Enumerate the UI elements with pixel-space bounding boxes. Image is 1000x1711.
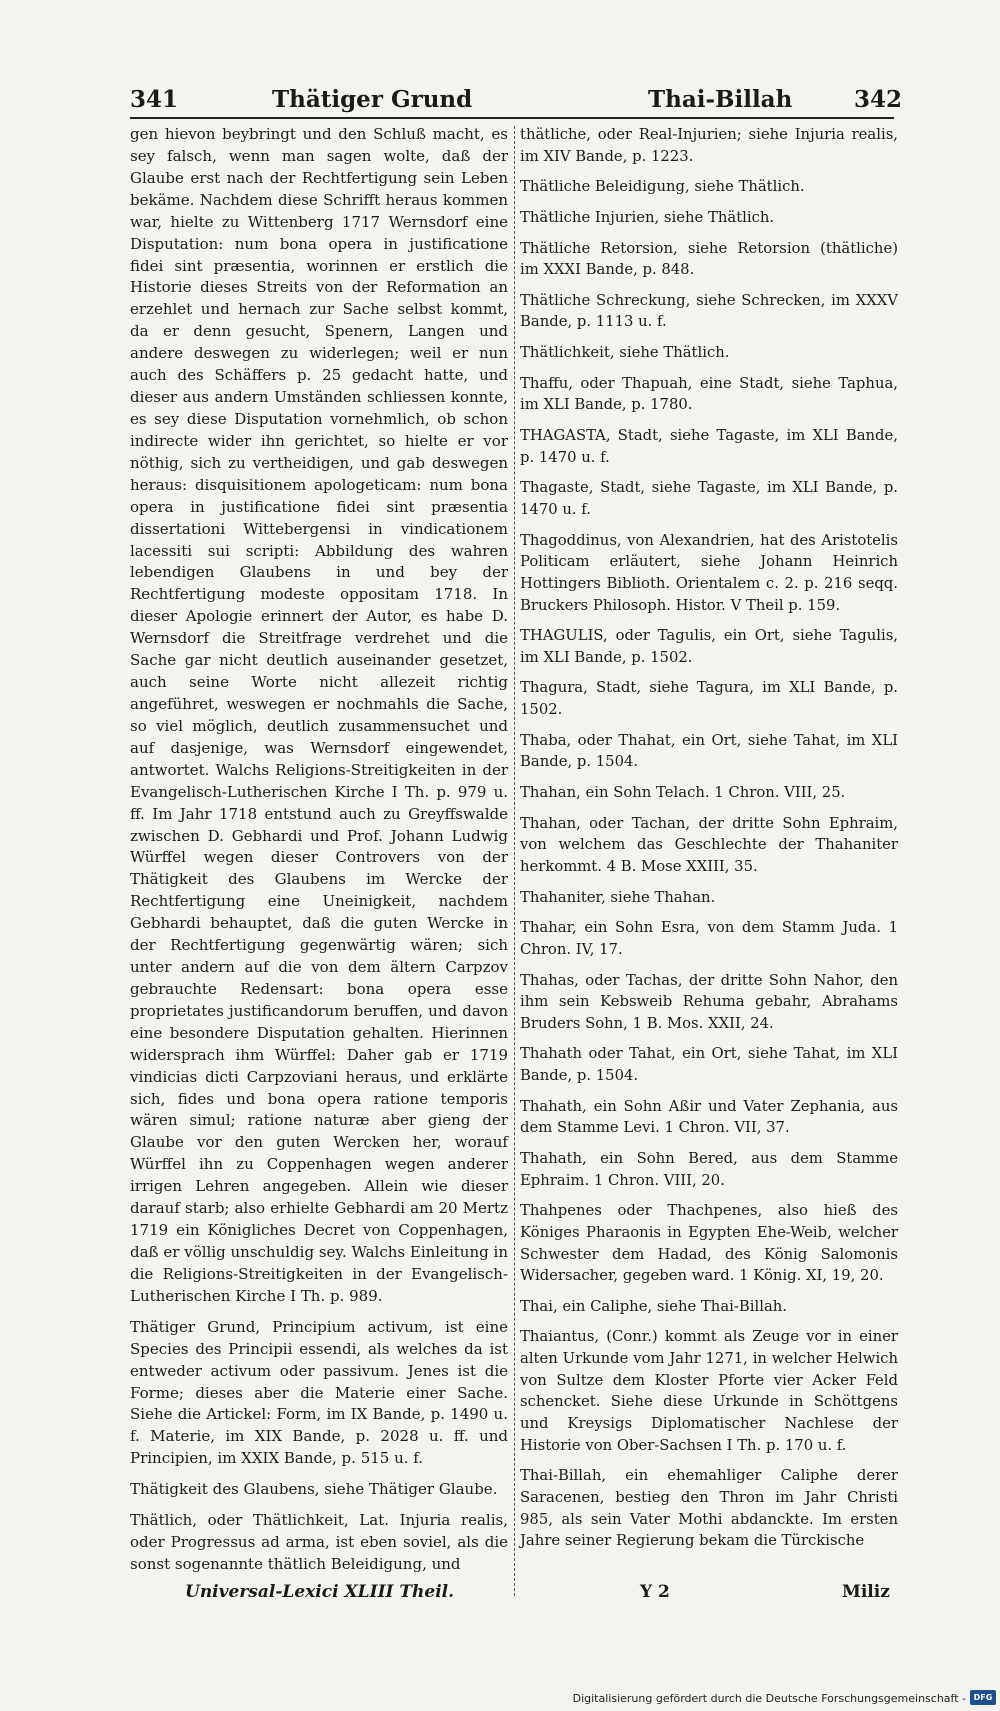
right-entry: Thai, ein Caliphe, siehe Thai-Billah. — [520, 1297, 788, 1315]
catchword: Miliz — [842, 1582, 890, 1602]
column-divider — [514, 126, 516, 1596]
right-entry: Thahath, ein Sohn Bered, aus dem Stamme Ephraim. 1 Chron. VIII, 20. — [520, 1149, 898, 1189]
left-column — [130, 124, 508, 1576]
left-entry: Thätigkeit des Glaubens, siehe Thätiger Glaube. — [130, 1480, 498, 1499]
left-entry: Thätiger Grund, Principium activum, ist eine Species des Principii essendi, als welches da ist entweder activum oder passivum. Jenes ist die Forme; dieses aber die Materie einer Sache. Siehe die Artickel: Form, im IX Bande, p. 1490 u. f. Materie, im XIX Bande, p. 2028 u. ff. und Principien, im XXIX Bande, p. 515 u. f. — [130, 1317, 508, 1468]
right-entry: Thätliche Injurien, siehe Thätlich. — [520, 208, 775, 226]
dfg-logo: DFG — [970, 1690, 996, 1705]
running-title-left: Thätiger Grund — [272, 86, 473, 113]
right-entry: Thahas, oder Tachas, der dritte Sohn Nahor, den ihm sein Kebsweib Rehuma gebahr, Abrahams Bruders Sohn, 1 B. Mos. XXII, 24. — [520, 971, 898, 1032]
right-entry: Thahaniter, siehe Thahan. — [520, 888, 716, 906]
right-entry: Thätlichkeit, siehe Thätlich. — [520, 344, 730, 362]
page-number-left: 341 — [130, 86, 179, 113]
right-entry: Thätliche Beleidigung, siehe Thätlich. — [520, 178, 805, 196]
header-rule — [130, 117, 894, 119]
right-entry: Thagura, Stadt, siehe Tagura, im XLI Bande, p. 1502. — [520, 679, 898, 719]
right-entry: Thaba, oder Thahat, ein Ort, siehe Tahat, im XLI Bande, p. 1504. — [520, 731, 898, 771]
right-entry: Thahan, ein Sohn Telach. 1 Chron. VIII, 25. — [520, 784, 846, 802]
right-entry: thätliche, oder Real-Injurien; siehe Injuria realis, im XIV Bande, p. 1223. — [520, 126, 898, 165]
right-entry: Thagaste, Stadt, siehe Tagaste, im XLI Bande, p. 1470 u. f. — [520, 479, 898, 518]
right-column — [520, 124, 898, 1552]
left-entry: Thätlich, oder Thätlichkeit, Lat. Injuria realis, oder Progressus ad arma, ist eben soviel, als die sonst sogenannte thätlich Beleidigung, und — [130, 1511, 508, 1573]
right-entry: Thätliche Schreckung, siehe Schrecken, im XXXV Bande, p. 1113 u. f. — [520, 291, 898, 331]
signature-line: Universal-Lexici XLIII Theil. — [185, 1582, 455, 1602]
right-entry: Thätliche Retorsion, siehe Retorsion (thätliche) im XXXI Bande, p. 848. — [520, 239, 898, 279]
right-entry: THAGULIS, oder Tagulis, ein Ort, siehe Tagulis, im XLI Bande, p. 1502. — [520, 627, 898, 666]
right-entry: Thahath, ein Sohn Aßir und Vater Zephania, aus dem Stamme Levi. 1 Chron. VII, 37. — [520, 1097, 898, 1137]
right-entry: Thahpenes oder Thachpenes, also hieß des Königes Pharaonis in Egypten Ehe-Weib, welcher Schwester dem Hadad, des König Salomonis Widersacher, gegeben ward. 1 König. XI, 19, 20. — [520, 1202, 898, 1285]
sheet-mark: Y 2 — [640, 1582, 670, 1602]
right-entry: Thahath oder Tahat, ein Ort, siehe Tahat, im XLI Bande, p. 1504. — [520, 1045, 898, 1085]
running-title-right: Thai-Billah — [648, 86, 793, 113]
right-entry: Thahan, oder Tachan, der dritte Sohn Ephraim, von welchem das Geschlechte der Thahaniter herkommt. 4 B. Mose XXIII, 35. — [520, 814, 898, 875]
right-entry: Thai-Billah, ein ehemahliger Caliphe derer Saracenen, bestieg den Thron im Jahr Christi 985, als sein Vater Mothi abdanckte. Im ersten Jahre seiner Regierung bekam die Türckische — [520, 1467, 898, 1550]
right-entry: Thahar, ein Sohn Esra, von dem Stamm Juda. 1 Chron. IV, 17. — [520, 919, 898, 958]
dfg-credit: Digitalisierung gefördert durch die Deutsche Forschungsgemeinschaft - — [572, 1692, 966, 1705]
right-entry: Thaffu, oder Thapuah, eine Stadt, siehe Taphua, im XLI Bande, p. 1780. — [520, 374, 898, 414]
right-entry: Thagoddinus, von Alexandrien, hat des Aristotelis Politicam erläutert, siehe Johann Heinrich Hottingers Biblioth. Orientalem c. 2. p. 216 seqq. Bruckers Philosoph. Histor. V Theil p. 159. — [520, 531, 898, 614]
right-entry: Thaiantus, (Conr.) kommt als Zeuge vor in einer alten Urkunde vom Jahr 1271, in welcher Helwich von Sultze dem Kloster Pforte vier Acker Feld schencket. Siehe diese Urkunde in Schöttgens und Kreysigs Diplomatischer Nachlese der Historie von Ober-Sachsen I Th. p. 170 u. f. — [520, 1328, 898, 1454]
page-number-right: 342 — [854, 86, 903, 113]
left-paragraph: gen hievon beybringt und den Schluß macht, es sey falsch, wenn man sagen wolte, daß der Glaube erst nach der Rechtfertigung sein Leben bekäme. Nachdem diese Schrifft heraus kommen war, hielte zu Wittenberg 1717 Wernsdorf eine Disputation: num bona opera in justificatione fidei sint præsentia, worinnen er erstlich die Historie dieses Streits von der Reformation an erzehlet und hernach zur Sache selbst kommt, da er denn gesucht, Spenern, Langen und andere deswegen zu widerlegen; weil er nun auch des Schäffers p. 25 gedacht hatte, und dieser aus andern Umständen schliessen konnte, es sey diese Disputation vornehmlich, ob schon indirecte wider ihn gerichtet, so hielte er vor nöthig, sich zu vertheidigen, und gab deswegen heraus: disquisitionem apologeticam: num bona opera in justificatione fidei sint præsentia dissertationi Wittebergensi in vindicationem lacessiti sui scripti: Abbildung des wahren lebendigen Glaubens in und bey der Rechtfertigung modeste oppositam 1718. In dieser Apologie erinnert der Autor, es habe D. Wernsdorf die Streitfrage verdrehet und die Sache gar nicht deutlich auseinander gesetzet, auch seine Worte nicht allezeit richtig angeführet, weswegen er nochmahls die Sache, so viel möglich, deutlich zusammensuchet und auf dasjenige, was Wernsdorf eingewendet, antwortet. Walchs Religions-Streitigkeiten in der Evangelisch-Lutherischen Kirche I Th. p. 979 u. ff. Im Jahr 1718 entstund auch zu Greyffswalde zwischen D. Gebhardi und Prof. Johann Ludwig Würffel wegen dieser Controvers von der Thätigkeit des Glaubens im Wercke der Rechtfertigung eine Uneinigkeit, nachdem Gebhardi behauptet, daß die guten Wercke in der Rechtfertigung gegenwärtig wären; sich unter andern auf die von dem ältern Carpzov gebrauchte Redensart: bona opera esse proprietates justificandorum beruffen, und davon eine besondere Disputation gehalten. Hierinnen widersprach ihm Würffel: Daher gab er 1719 vindicias dicti Carpzoviani heraus, und erklärte sich, fides und bona opera ratione temporis wären simul; ratione naturæ aber gieng der Glaube vor den guten Wercken her, worauf Würffel ihn zu Coppenhagen wegen anderer irrigen Lehren angegeben. Allein wie dieser darauf starb; also erhielte Gebhardi am 20 Mertz 1719 ein Königliches Decret von Coppenhagen, daß er völlig unschuldig sey. Walchs Einleitung in die Religions-Streitigkeiten in der Evangelisch-Lutherischen Kirche I Th. p. 989. — [130, 125, 508, 1305]
right-entry: THAGASTA, Stadt, siehe Tagaste, im XLI Bande, p. 1470 u. f. — [520, 427, 898, 466]
